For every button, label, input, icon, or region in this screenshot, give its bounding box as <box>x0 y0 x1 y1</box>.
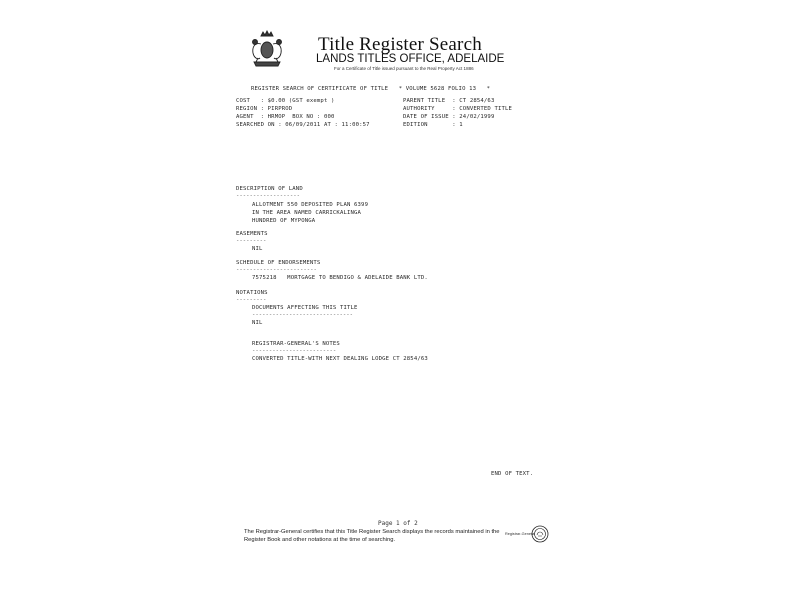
registrar-notes-heading: REGISTRAR-GENERAL'S NOTES <box>252 341 340 347</box>
description-line-1: ALLOTMENT 550 DEPOSITED PLAN 6399 <box>252 202 369 208</box>
registrar-notes-underline: ------------------------- <box>252 348 337 354</box>
description-underline: ------------------- <box>236 193 300 199</box>
detail-searched-on: SEARCHED ON : 06/09/2011 AT : 11:00:57 <box>236 122 370 128</box>
endorsements-heading: SCHEDULE OF ENDORSEMENTS <box>236 260 321 266</box>
detail-date-of-issue: DATE OF ISSUE : 24/02/1999 <box>403 114 495 120</box>
detail-edition: EDITION : 1 <box>403 122 463 128</box>
documents-affecting-value: NIL <box>252 320 263 326</box>
registrar-seal-icon <box>531 525 549 543</box>
description-line-2: IN THE AREA NAMED CARRICKALINGA <box>252 210 362 216</box>
detail-cost: COST : $0.00 (GST exempt ) <box>236 98 335 104</box>
detail-parent-title: PARENT TITLE : CT 2854/63 <box>403 98 495 104</box>
registrar-general-label: Registrar-General <box>505 532 536 536</box>
document-title: Title Register Search <box>318 34 482 55</box>
detail-region: REGION : PIRPROD <box>236 106 293 112</box>
detail-authority: AUTHORITY : CONVERTED TITLE <box>403 106 513 112</box>
description-line-3: HUNDRED OF MYPONGA <box>252 218 316 224</box>
register-heading: REGISTER SEARCH OF CERTIFICATE OF TITLE * VOLUME 5628 FOLIO 13 * <box>251 86 491 92</box>
documents-affecting-underline: ------------------------------ <box>252 312 354 318</box>
office-name: LANDS TITLES OFFICE, ADELAIDE <box>316 53 505 65</box>
registrar-certification: The Registrar-General certifies that this Title Register Search displays the records maintained in the Register Book and other notations at the time of searching. <box>244 529 500 543</box>
end-of-text: END OF TEXT. <box>491 471 534 477</box>
notations-underline: --------- <box>236 297 267 303</box>
endorsements-underline: ------------------------ <box>236 267 317 273</box>
certificate-note: For a Certificate of Title issued pursuant to the Real Property Act 1886 <box>334 66 474 71</box>
detail-agent: AGENT : HRMOP BOX NO : 000 <box>236 114 335 120</box>
documents-affecting-heading: DOCUMENTS AFFECTING THIS TITLE <box>252 305 358 311</box>
easements-heading: EASEMENTS <box>236 231 268 237</box>
easements-value: NIL <box>252 246 263 252</box>
page-number: Page 1 of 2 <box>378 520 418 527</box>
description-heading: DESCRIPTION OF LAND <box>236 186 303 192</box>
endorsement-line: 7575218 MORTGAGE TO BENDIGO & ADELAIDE BANK LTD. <box>252 275 428 281</box>
registrar-notes-line: CONVERTED TITLE-WITH NEXT DEALING LODGE CT 2854/63 <box>252 356 428 362</box>
royal-crest-icon <box>246 30 288 72</box>
easements-underline: --------- <box>236 238 267 244</box>
notations-heading: NOTATIONS <box>236 290 268 296</box>
